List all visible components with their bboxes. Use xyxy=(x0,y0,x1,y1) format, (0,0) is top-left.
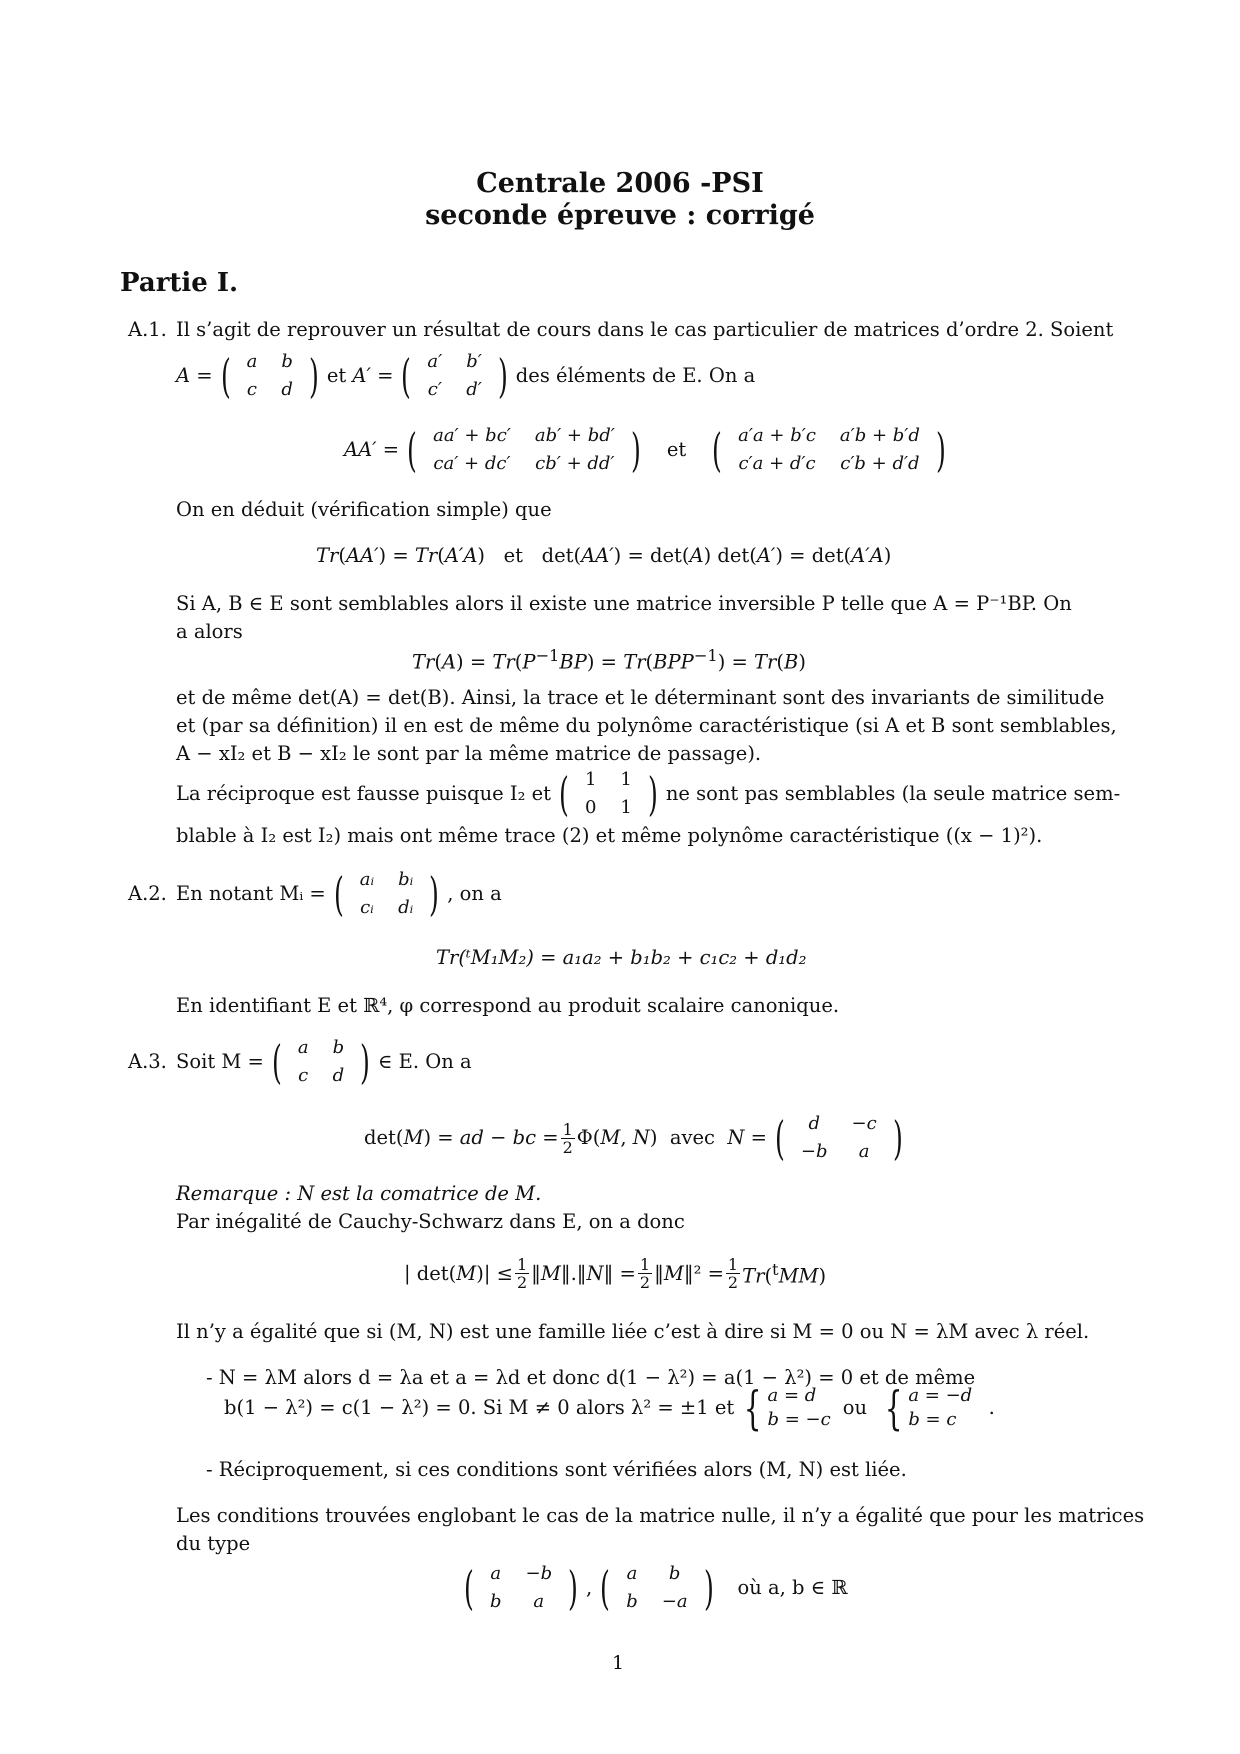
a3-bullet1-line2: b(1 − λ²) = c(1 − λ²) = 0. Si M ≠ 0 alors λ² = ±1 et xyxy=(224,1396,735,1419)
a1-label: A.1. xyxy=(128,318,167,341)
a3-conclusion-1: Les conditions trouvées englobant le cas de la matrice nulle, il n’y a égalité que pour les matrices xyxy=(176,1504,1145,1527)
a1-A-def: A = xyxy=(176,364,213,387)
a3-M-line xyxy=(176,1034,472,1090)
a3-text-b: ∈ E. On a xyxy=(378,1050,472,1073)
page-number: 1 xyxy=(612,1652,625,1674)
a3-label: A.3. xyxy=(128,1050,167,1073)
a3-equality: Il n’y a égalité que si (M, N) est une famille liée c’est à dire si M = 0 ou N = λM avec λ réel. xyxy=(176,1320,1090,1343)
a1-reciproque-c: blable à I₂ est I₂) mais ont même trace (2) et même polynôme caractéristique ((x − 1)²). xyxy=(176,824,1043,847)
a2-formula: Tr(ᵗM₁M₂) = a₁a₂ + b₁b₂ + c₁c₂ + d₁d₂ xyxy=(436,946,807,969)
a3-bullet1-ou: ou xyxy=(842,1396,868,1419)
a2-conclusion: En identifiant E et ℝ⁴, φ correspond au produit scalaire canonique. xyxy=(176,994,840,1017)
a1-intro: Il s’agit de reprouver un résultat de cours dans le cas particulier de matrices d’ordre 2. Soient xyxy=(176,318,1114,341)
system-1: { a = d b = −c xyxy=(744,1381,831,1435)
a1-trace-invariance: $Tr(A) = Tr(P^{-1}BP) = Tr(BPP^{-1}) = Tr(B)$ xyxy=(412,646,806,674)
a1-alors: a alors xyxy=(176,620,243,643)
matrix-A-prime: ( a′ b′ c′ d′ ) xyxy=(401,349,508,403)
matrix-M: ( a b c d ) xyxy=(271,1035,371,1089)
a1-invariants-2: et (par sa définition) il en est de même du polynôme caractéristique (si A et B sont semblables, xyxy=(176,714,1117,737)
a3-final-where: où a, b ∈ ℝ xyxy=(737,1576,848,1599)
a2-notation-line xyxy=(176,866,502,922)
a2-text-b: , on a xyxy=(447,882,502,905)
doc-subtitle: seconde épreuve : corrigé xyxy=(425,200,815,231)
matrix-N: ( d −c −b a ) xyxy=(774,1111,903,1165)
a1-similar: Si A, B ∈ E sont semblables alors il existe une matrice inversible P telle que A = P⁻¹BP. On xyxy=(176,592,1072,615)
a1-elements-text: des éléments de E. On a xyxy=(515,364,756,387)
a1-invariants-3: A − xI₂ et B − xI₂ le sont par la même matrice de passage). xyxy=(176,742,762,765)
a3-remark: Remarque : N est la comatrice de M. xyxy=(176,1182,542,1205)
system-2: { a = −d b = c xyxy=(884,1381,973,1435)
a3-bullet1-line2-row: b(1 − λ²) = c(1 − λ²) = 0. Si M ≠ 0 alors λ² = ±1 et { a = d b = −c ou { a = −d b = c . xyxy=(224,1381,995,1435)
a3-cauchy: Par inégalité de Cauchy-Schwarz dans E, on a donc xyxy=(176,1210,685,1233)
a3-bullet1-line1: - N = λM alors d = λa et a = λd et donc d(1 − λ²) = a(1 − λ²) = 0 et de même xyxy=(206,1366,976,1389)
a3-cauchy-formula: | det(M)| ≤ $\frac{1}{2}$ ‖M‖.‖N‖ = $\frac{1}{2}$ ‖M‖² = $\frac{1}{2}$ Tr($^t$MM) xyxy=(404,1255,827,1292)
doc-title: Centrale 2006 -PSI xyxy=(476,168,764,199)
frac-half: $\frac{1}{2}$ xyxy=(562,1119,573,1157)
part-title: Partie I. xyxy=(120,268,239,298)
a1-trace-det-formula: Tr(AA′) = Tr(A′A) et det(AA′) = det(A) det(A′) = det(A′A) xyxy=(316,544,892,567)
a3-final-matrices: ( a −b b a ) , ( a b b −a ) où a, b ∈ ℝ xyxy=(456,1560,848,1616)
a1-matrices-line xyxy=(176,348,755,404)
a2-text-a: En notant Mᵢ = xyxy=(176,882,326,905)
matrix-AAprime: ( aa′ + bc′ ab′ + bd′ ca′ + dc′ cb′ + dd′ ) xyxy=(407,423,641,477)
a3-bullet2: - Réciproquement, si ces conditions sont vérifiées alors (M, N) est liée. xyxy=(206,1458,907,1481)
matrix-AprimeA: ( a′a + b′c a′b + b′d c′a + d′c c′b + d′d ) xyxy=(712,423,946,477)
a1-product-formula: AA′ = ( aa′ + bc′ ab′ + bd′ ca′ + dc′ cb′ + dd′ ) et ( a′a + b′c a′b + b′d c′a + d′c c′b + d′d ) xyxy=(344,422,954,478)
a1-reciproque-a: La réciproque est fausse puisque I₂ et xyxy=(176,782,552,805)
a1-deduce: On en déduit (vérification simple) que xyxy=(176,498,552,521)
a2-label: A.2. xyxy=(128,882,167,905)
matrix-Mi: ( aᵢ bᵢ cᵢ dᵢ ) xyxy=(333,867,440,921)
matrix-final-2: ( a b b −a ) xyxy=(600,1561,714,1615)
matrix-final-1: ( a −b b a ) xyxy=(464,1561,579,1615)
a1-invariants-1: et de même det(A) = det(B). Ainsi, la trace et le déterminant sont des invariants de similitude xyxy=(176,686,1105,709)
a3-det-formula: det(M) = ad − bc = $\frac{1}{2}$ Φ(M, N) avec N = ( d −c −b a ) xyxy=(364,1110,911,1166)
a1-reciproque-b: ne sont pas semblables (la seule matrice sem- xyxy=(665,782,1121,805)
a1-reciproque-line xyxy=(176,766,1120,822)
matrix-A: ( a b c d ) xyxy=(220,349,319,403)
a1-Ap-def: et A′ = xyxy=(326,364,394,387)
a3-conclusion-2: du type xyxy=(176,1532,251,1555)
matrix-jordan: ( 1 1 0 1 ) xyxy=(559,767,658,821)
a3-text-a: Soit M = xyxy=(176,1050,264,1073)
